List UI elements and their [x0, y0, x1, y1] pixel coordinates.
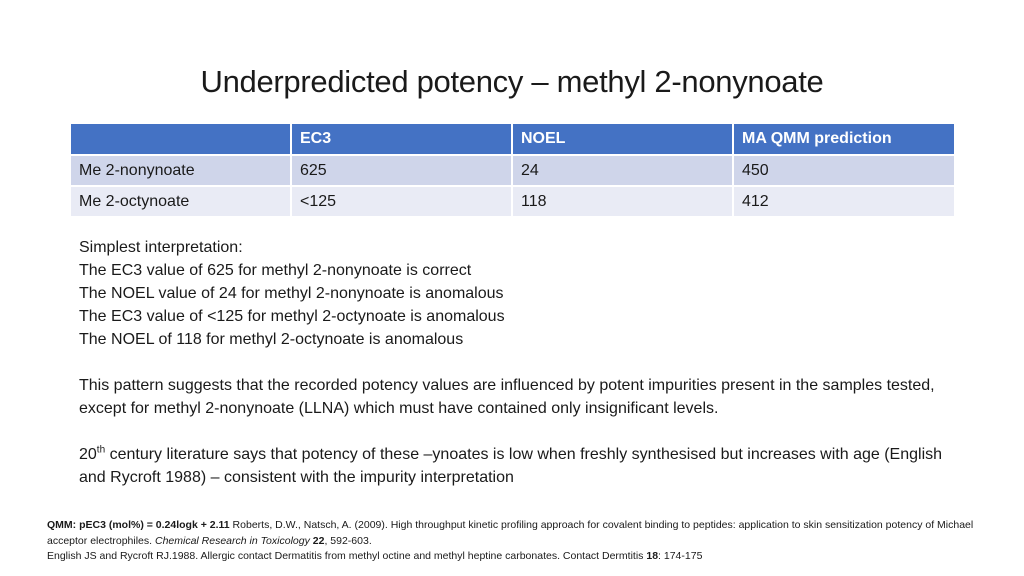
literature-ordinal-suffix: th [96, 444, 106, 456]
reference-qmm [47, 518, 987, 549]
table-header-ec3: EC3 [291, 124, 512, 155]
interpretation-line: The EC3 value of 625 for methyl 2-nonynoate is correct [79, 262, 472, 279]
reference-pages: : 174-175 [658, 550, 703, 562]
table-cell-ec3: <125 [291, 186, 512, 217]
table-cell-ec3: 625 [291, 155, 512, 186]
table-header-noel: NOEL [512, 124, 733, 155]
literature-text [79, 443, 959, 489]
literature-century-number: 20 [79, 446, 97, 463]
table-cell-qmm: 412 [733, 186, 954, 217]
interpretation-block [79, 236, 959, 351]
table-header-cell-blank [71, 124, 291, 155]
slide-title: Underpredicted potency – methyl 2-nonynoate [200, 64, 824, 99]
reference-english-rycroft [47, 549, 987, 565]
pattern-paragraph [79, 374, 959, 420]
table-row [71, 186, 954, 217]
table-header-row [71, 124, 954, 155]
interpretation-line: The NOEL of 118 for methyl 2-octynoate is anomalous [79, 331, 464, 348]
table-cell-qmm: 450 [733, 155, 954, 186]
qmm-equation: QMM: pEC3 (mol%) = 0.24logk + 2.11 [47, 519, 230, 531]
reference-journal: Chemical Research in Toxicology [154, 534, 310, 547]
reference-volume: 18 [646, 550, 659, 562]
reference-pages: , 592-603. [324, 534, 372, 547]
interpretation-heading: Simplest interpretation: [79, 239, 243, 256]
table-cell-noel: 24 [512, 155, 733, 186]
table-header-qmm-prediction: MA QMM prediction [733, 124, 954, 155]
interpretation-line: The NOEL value of 24 for methyl 2-nonynoate is anomalous [79, 285, 504, 302]
reference-volume: 22 [312, 534, 325, 547]
table-cell-compound: Me 2-octynoate [71, 186, 291, 217]
references-footer [47, 518, 987, 565]
table-row [71, 155, 954, 186]
literature-paragraph [79, 443, 959, 489]
table-cell-compound: Me 2-nonynoate [71, 155, 291, 186]
table-cell-noel: 118 [512, 186, 733, 217]
potency-table [71, 124, 954, 218]
literature-body: century literature says that potency of these –ynoates is low when freshly synthesised but increases with age (English and Rycroft 1988) – consistent with the impurity interpretation [79, 446, 943, 486]
interpretation-line: The EC3 value of <125 for methyl 2-octynoate is anomalous [79, 308, 505, 325]
pattern-text: This pattern suggests that the recorded potency values are influenced by potent impurities present in the samples tested, except for methyl 2-nonynoate (LLNA) which must have contained only insignificant levels. [79, 377, 935, 417]
reference-roberts-natsch: Roberts, D.W., Natsch, A. (2009). High throughput kinetic profiling approach for covalent binding to peptides: application to skin sensitization potency of Michael acceptor electrophiles. [47, 519, 974, 547]
reference-text: English JS and Rycroft RJ.1988. Allergic contact Dermatitis from methyl octine and methyl heptine carbonates. Contact Dermtitis [47, 550, 647, 562]
